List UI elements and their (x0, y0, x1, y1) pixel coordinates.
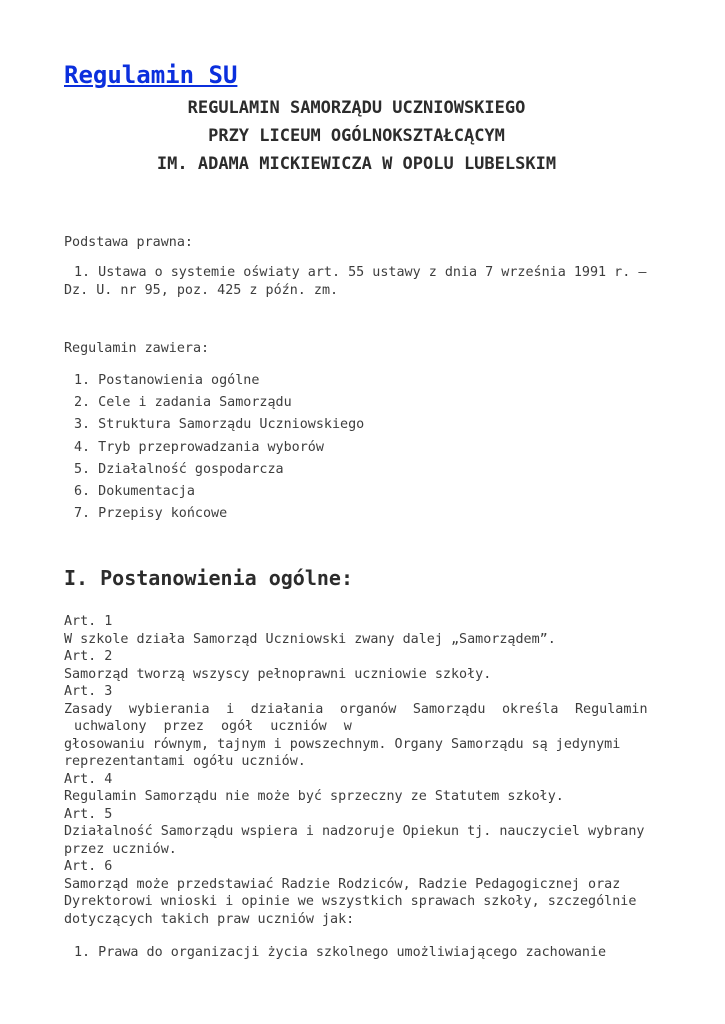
legal-basis-line: Dz. U. nr 95, poz. 425 z późn. zm. (64, 283, 339, 298)
heading-line: IM. ADAMA MICKIEWICZA W OPOLU LUBELSKIM (156, 154, 557, 174)
list-item: 1. Postanowienia ogólne (74, 373, 260, 388)
list-item: 1. Prawa do organizacji życia szkolnego umożliwiającego zachowanie (74, 945, 607, 961)
article-text: Samorząd tworzą wszyscy pełnoprawni uczniowie szkoły. (64, 666, 492, 682)
rights-list (64, 944, 649, 962)
document (64, 60, 649, 962)
list-item: 3. Struktura Samorządu Uczniowskiego (74, 417, 365, 433)
article-number: Art. 2 (64, 649, 113, 665)
list-item (64, 264, 649, 300)
document-title-link[interactable]: Regulamin SU (64, 61, 238, 89)
article-number: Art. 1 (64, 614, 113, 630)
article-text: dotyczących takich praw uczniów jak: (64, 911, 355, 927)
article-number: Art. 5 (64, 806, 113, 822)
article-text: Działalność Samorządu wspiera i nadzoruje Opiekun tj. nauczyciel wybrany (64, 824, 645, 840)
article-text: przez uczniów. (64, 841, 177, 857)
list-item: 2. Cele i zadania Samorządu (74, 395, 292, 411)
contents-list (64, 370, 649, 525)
article-text: Zasady wybierania i działania organów Samorządu określa Regulamin (64, 701, 648, 717)
article-text: Regulamin Samorządu nie może być sprzeczny ze Statutem szkoły. (64, 789, 564, 805)
regulation-heading (64, 94, 649, 178)
article-text: głosowaniu równym, tajnym i powszechnym. Organy Samorządu są jedynymi (64, 736, 621, 752)
article-text: W szkole działa Samorząd Uczniowski zwany dalej „Samorządem”. (64, 631, 556, 647)
article-number: Art. 4 (64, 771, 113, 787)
article-text: uchwalony przez ogół uczniów w (74, 719, 352, 735)
article-text: Dyrektorowi wnioski i opinie we wszystkich sprawach szkoły, szczególnie (64, 894, 637, 910)
legal-basis-label: Podstawa prawna: (64, 235, 193, 250)
article-number: Art. 6 (64, 859, 113, 875)
list-item: 7. Przepisy końcowe (74, 506, 228, 522)
contents-label: Regulamin zawiera: (64, 341, 210, 356)
legal-basis-list (64, 264, 649, 300)
list-item: 6. Dokumentacja (74, 484, 195, 500)
list-item: 4. Tryb przeprowadzania wyborów (74, 439, 324, 455)
heading-line: REGULAMIN SAMORZĄDU UCZNIOWSKIEGO (187, 98, 526, 118)
articles-body (64, 613, 649, 928)
article-text: reprezentantami ogółu uczniów. (64, 754, 306, 770)
section-heading: I. Postanowienia ogólne: (64, 566, 353, 591)
list-item: 5. Działalność gospodarcza (74, 461, 284, 477)
legal-basis-line: 1. Ustawa o systemie oświaty art. 55 ustawy z dnia 7 września 1991 r. – (74, 265, 647, 280)
heading-line: PRZY LICEUM OGÓLNOKSZTAŁCĄCYM (208, 126, 505, 146)
article-number: Art. 3 (64, 684, 113, 700)
article-text: Samorząd może przedstawiać Radzie Rodziców, Radzie Pedagogicznej oraz (64, 876, 621, 892)
